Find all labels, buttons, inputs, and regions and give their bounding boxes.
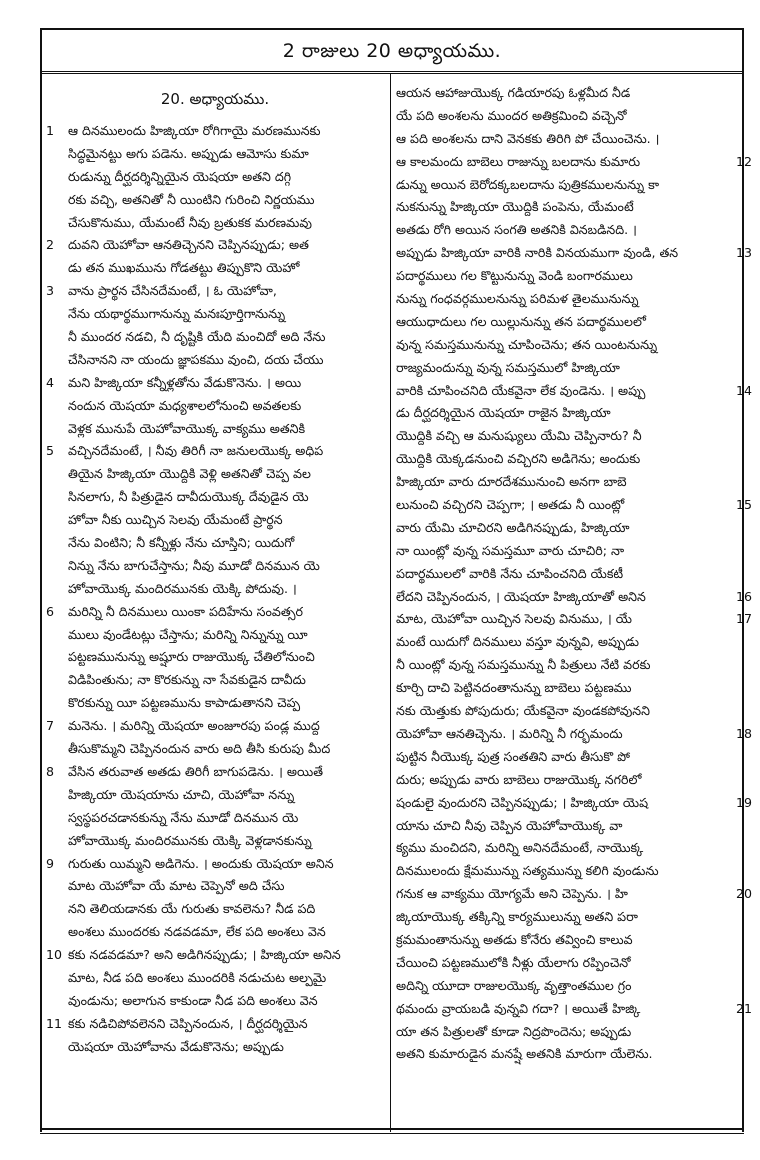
text-line [396,448,726,471]
text-line [50,1036,380,1059]
left-column [46,82,380,1059]
line-text: హోవాయొక్క మందిరమునకు యెక్కి పోదువు. । [68,580,297,596]
line-text: యెషయా యెహోవాను వేడుకొనెను; అప్పుడు [68,1038,284,1054]
text-line [396,952,726,975]
line-text: మాట, నీడ పది అంశలు ముందరికి నడుచుట అల్పమై [68,969,327,985]
line-text: వారు యేమి చూచిరని అడిగినప్పుడు, హిజ్కియా [396,519,630,535]
line-text: అదిన్ని యూదా రాజులయొక్క వృత్తాంతముల గ్రం [396,977,632,993]
text-line [50,349,380,372]
line-text: స్వస్థపరచడానకున్ను నేను మూడో దినమున యె [68,809,299,825]
verse-number: 20 [735,886,752,902]
text-line [396,631,726,654]
column-divider [390,74,391,1132]
text-line [50,303,380,326]
line-text: లేదని చెప్పినందున, । యెషయా హిజ్కియాతో అనిన [396,588,646,604]
text-line [50,967,380,990]
line-text: మని హిజ్కియా కన్నీళ్లతోను వేడుకొనెను. । అయి [68,374,302,390]
text-line [46,601,380,624]
text-line [396,860,726,883]
line-text: మనెను. । మరిన్ని యెషయా అంజూరపు పండ్ల ముద్ద [68,718,320,734]
line-text: గురుతు యిమ్మని అడిగెను. । అందుకు యెషయా అనిన [68,855,334,871]
verse-number: 5 [46,443,55,459]
text-line [396,494,752,517]
line-text: కొరకున్ను యీ పట్టణమును కాపాడుతానని చెప్ప [68,695,301,711]
text-line [50,830,380,853]
text-line [396,929,726,952]
text-line [396,380,752,403]
text-line [50,532,380,555]
text-line [396,1021,726,1044]
line-text: వున్న సమస్తమునున్ను చూపించెను; తన యింటనున్ను [396,336,658,352]
text-line [50,624,380,647]
verse-number: 3 [46,283,55,299]
line-text: ఆ కాలమందు బాబెలు రాజున్ను బలదాను కుమారు [396,153,641,169]
line-text: ఆయన ఆహాజుయొక్క గడియారపు ఓళ్లమీద నీడ [396,85,631,100]
text-line [50,509,380,532]
line-text: పదార్థములలో వారికి నేను చూపించనిది యేకటీ [396,565,624,581]
bottom-rule [40,1128,744,1130]
text-line [46,715,380,738]
line-text: సినలాగు, నీ పిత్రుడైన దావీదుయొక్క దేవుడైన యె [68,489,309,505]
line-text: షండులై వుందురని చెప్పినప్పుడు; । హిజ్కియా యెష [396,794,649,810]
verse-number: 11 [46,1015,63,1031]
line-text: నకు యెత్తుకు పోపుదురు; యేకవైనా వుండకపోవునని [396,703,650,719]
text-line [396,402,726,425]
text-line [396,677,726,700]
line-text: చేసినానని నా యందు జ్ఞాపకము వుంచి, దయ చేయు [68,351,324,367]
line-text: కకు నడవడమా? అని అడిగినప్పుడు; । హిజ్కియా అనిన [68,947,341,963]
text-line [50,257,380,280]
text-line [396,517,726,540]
line-text: వేసిన తరువాత అతడు తిరిగీ బాగుపడెను. । అయితే [68,763,323,779]
line-text: అప్పుడు హిజ్కియా వారికి నారికి వినయముగా వుండి, తన [396,245,679,261]
text-line [396,334,726,357]
line-text: తియైన హిజ్కియా యొద్దికి వెళ్లి అతనితో చెప్ప వల [68,466,311,482]
line-text: పుట్టిన నీయొక్క పుత్ర సంతతిని వారు తీసుకొ పో [396,748,630,764]
text-line [396,196,726,219]
text-line [396,792,752,815]
verse-number: 7 [46,718,55,734]
line-text: జ్కియాయొక్క తక్కిన్ని కార్యములున్ను అతని పరా [396,909,638,925]
text-line [50,875,380,898]
line-text: హిజ్కియా యెషయాను చూచి, యెహోవా నన్ను [68,786,295,802]
line-text: ఆ దినములందు హిజ్కియా రోగిగాయై మరణమునకు [68,123,321,138]
text-line [396,425,726,448]
verse-number: 6 [46,603,55,619]
page-title: 2 రాజులు 20 అధ్యాయము. [282,40,502,62]
text-line [50,646,380,669]
text-line [46,853,380,876]
text-line [396,82,726,105]
text-line [50,166,380,189]
line-text: మంటే యిదుగో దినములు వస్తూ వున్నవి, అప్పుడు [396,634,639,650]
text-line [50,921,380,944]
text-line [396,746,726,769]
line-text: వారికి చూపించనిది యేకవైనా లేక వుండెను. । అప్పు [396,382,646,398]
line-text: వాను ప్రార్థన చేసినదేమంటే, । ఓ యెహోవా, [68,283,277,299]
line-text: డు దీర్ఘదర్శియైన యెషయా రాజైన హిజ్కియా [396,405,611,421]
line-text: దువని యెహోవా ఆనతిచ్చెనని చెప్పినప్పుడు; అత [68,237,309,253]
text-line [396,471,726,494]
text-line [396,540,726,563]
line-text: చేయించి పట్టణములోకి నీళ్లు యేలాగు రప్పించెనో [396,954,631,970]
line-text: పదార్థములు గల కొట్టునున్ను వెండి బంగారములు [396,268,633,284]
line-text: యొద్దికి యెక్కడనుంచి వచ్చిరని అడిగెను; అందుకు [396,451,641,467]
line-text: డు తన ముఖమును గోడతట్టు తిప్పుకొని యెహో [68,260,300,276]
line-text: చేసుకొనుము, యేమంటే నీవు బ్రతుకక మరణమవు [68,214,312,230]
verse-number: 8 [46,763,55,779]
text-line [396,105,726,128]
text-line [396,906,726,929]
line-text: యెహోవా ఆనతిచ్చెను. । మరిన్ని నీ గర్భమందు [396,725,623,741]
text-line [396,608,752,631]
line-text: అతని కుమారుడైన మనష్షే అతనికి మారుగా యేలెను. [396,1046,653,1062]
text-line [396,837,726,860]
line-text: నున్ను గంధవర్గములనున్ను పరిమళ తైలమునున్ను [396,291,639,307]
right-column [396,82,752,1066]
verse-number: 12 [735,153,752,169]
line-text: నీ ముందర నడచి, నీ దృష్టికి యేది మంచిదో అది నేను [68,329,326,345]
text-line [50,990,380,1013]
text-line [46,944,380,967]
text-line [396,700,726,723]
verse-number: 21 [735,1000,752,1016]
line-text: యా తన పిత్రులతో కూడా నిద్రపొందెను; అప్పుడు [396,1023,632,1039]
line-text: క్యము మంచిదని, మరిన్ని అనినదేమంటే, నాయొక్క [396,840,644,856]
line-text: యొద్దికి వచ్చి ఆ మనుష్యులు యేమి చెప్పినారు? నీ [396,428,642,444]
line-text: మాట యెహోవా యే మాట చెప్పెనో అది చేసు [68,878,285,894]
text-line [396,357,726,380]
line-text: మాట, యెహోవా యిచ్చిన సెలవు వినుము, । యే [396,611,632,627]
text-line [396,883,752,906]
text-line [396,1043,726,1066]
text-line [396,975,726,998]
text-line [50,212,380,235]
text-line [396,242,752,265]
text-line [396,815,726,838]
verse-number: 9 [46,855,55,871]
line-text: నుకనున్ను హిజ్కియా యొద్దికి పంపెను, యేమంటే [396,199,634,215]
text-line [46,120,380,143]
text-line [396,265,726,288]
line-text: యాను చూచి నీవు చెప్పిన యెహోవాయొక్క వా [396,817,623,833]
text-line [50,669,380,692]
verse-number: 16 [735,588,752,604]
text-line [50,143,380,166]
text-line [50,395,380,418]
line-text: మరిన్ని నీ దినములు యింకా పదిహేను సంవత్సర [68,603,303,619]
text-line [50,692,380,715]
text-line [50,418,380,441]
line-text: సిద్ధమైనట్టు అగు పడెను. అప్పుడు ఆమోసు కుమా [68,145,309,161]
line-text: ఆ పది అంశలను దాని వెనకకు తిరిగి పో చేయించెను. । [396,130,660,146]
verse-number: 15 [735,497,752,513]
line-text: నేను యథార్థముగానున్ను మనఃపూర్తిగానున్ను [68,306,286,322]
line-text: పట్టణమునున్ను అష్షూరు రాజుయొక్క చేతిలోనుంచి [68,649,315,665]
line-text: హోవాయొక్క మందిరమునకు యెక్కి వెళ్లడానకున్ను [68,832,312,848]
verse-number: 19 [735,794,752,810]
text-line [396,174,726,197]
text-line [46,280,380,303]
text-line [396,769,726,792]
line-text: ఆయుధాదులు గల యిల్లునున్ను తన పదార్థములలో [396,313,646,329]
text-line [50,326,380,349]
line-text: నీ యింట్లో వున్న సమస్తమున్ను నీ పిత్రులు నేటి వరకు [396,657,651,673]
line-text: యే పది అంశలను ముందర అతిక్రమించి వచ్చెనో [396,107,627,123]
line-text: తీసుకొమ్మని చెప్పినందున వారు అది తీసి కురుపు మీద [68,741,331,757]
line-text: హిజ్కియా వారు దూరదేశమునుంచి అనగా బాబె [396,474,627,490]
text-line [46,761,380,784]
line-text: రాజ్యమందున్ను వున్న సమస్తములో హిజ్కియా [396,359,620,375]
text-line [46,1013,380,1036]
line-text: గనుక ఆ వాక్యము యోగ్యమే అని చెప్పెను. । హి [396,886,628,902]
text-line [396,998,752,1021]
line-text: థమందు వ్రాయబడి వున్నవి గదా? । అయితే హిజ్కి [396,1000,641,1016]
line-text: ములు వుండేటట్లు చేస్తాను; మరిన్ని నిన్నున్ను యీ [68,626,308,642]
line-text: కూర్చి దాచి పెట్టినదంతానున్ను బాబెలు పట్టణము [396,680,632,696]
text-line [50,463,380,486]
text-line [46,234,380,257]
text-line [396,723,752,746]
line-text: అతడు రోగి అయిన సంగతి అతనికి వినబడినది. । [396,222,637,238]
line-text: వుండును; అలాగున కాకుండా నీడ పది అంశలు వెన [68,992,318,1008]
text-line [46,372,380,395]
line-text: అంశలు ముందరకు నడవడమా, లేక పది అంశలు వెన [68,924,326,940]
text-line [50,486,380,509]
text-line [46,440,380,463]
text-line [396,563,726,586]
verse-number: 10 [46,947,63,963]
text-line [50,738,380,761]
line-text: లునుంచి వచ్చిరని చెప్పగా; । అతడు నీ యింట్లో [396,497,625,513]
line-text: దురు; అప్పుడు వారు బాబెలు రాజుయొక్క నగరిలో [396,771,642,787]
line-text: నా యింట్లో వున్న సమస్తమూ వారు చూచిరి; నా [396,542,625,558]
text-line [50,784,380,807]
text-line [50,807,380,830]
text-line [50,578,380,601]
line-text: రకు వచ్చి, అతనితో నీ యింటిని గురించి నిర్ణయము [68,191,315,207]
line-text: కకు నడిచిపోవలెనని చెప్పినందున, । దీర్ఘదర్శియైన [68,1015,308,1031]
verse-number: 18 [735,725,752,741]
line-text: నందున యెషయా మధ్యశాలలోనుంచి అవతలకు [68,397,302,413]
line-text: విడిపింతును; నా కొరకున్ను నా సేవకుడైన దావీదు [68,672,306,688]
line-text: రుడున్ను దీర్ఘదర్శిన్నియైన యెషయా అతని దగ్గి [68,168,292,184]
line-text: నని తెలియడానకు యే గురుతు కావలెను? నీడ పది [68,901,316,917]
text-line [50,898,380,921]
bottom-rule-thin [40,1133,744,1134]
page-header [40,28,744,74]
line-text: దినములందు క్షేమమున్ను సత్యమున్ను కలిగి వుండును [396,863,659,879]
text-line [50,555,380,578]
text-line [396,288,726,311]
chapter-heading: 20. అధ్యాయము. [160,90,270,108]
verse-number: 13 [735,245,752,261]
text-line [50,189,380,212]
verse-number: 1 [46,123,55,138]
verse-number: 4 [46,374,55,390]
verse-number: 2 [46,237,55,253]
text-line [396,219,726,242]
line-text: వెళ్లక మునుపే యెహోవాయొక్క వాక్యము అతనికి [68,420,306,436]
text-line [396,128,726,151]
line-text: నిన్ను నేను బాగుచేస్తాను; నీవు మూడో దినమున యె [68,557,320,573]
verse-number: 17 [735,611,752,627]
text-line [396,586,752,609]
verse-number: 14 [735,382,752,398]
text-line [396,654,726,677]
line-text: హోవా నీకు యిచ్చిన సెలవు యేమంటే ప్రార్థన [68,512,283,528]
text-line [396,151,752,174]
line-text: క్రమమంతానున్ను అతడు కోనేరు తవ్వించి కాలువ [396,931,633,947]
line-text: నేను వింటిని; నీ కన్నీళ్లు నేను చూస్తిని; యిదుగో [68,535,295,551]
text-line [396,311,726,334]
line-text: వచ్చినదేమంటే, । నీవు తిరిగీ నా జనులయొక్క అధిప [68,443,324,459]
line-text: డున్ను అయిన బెరోదక్కబలదాను పుత్రికములనున్ను కా [396,176,660,192]
